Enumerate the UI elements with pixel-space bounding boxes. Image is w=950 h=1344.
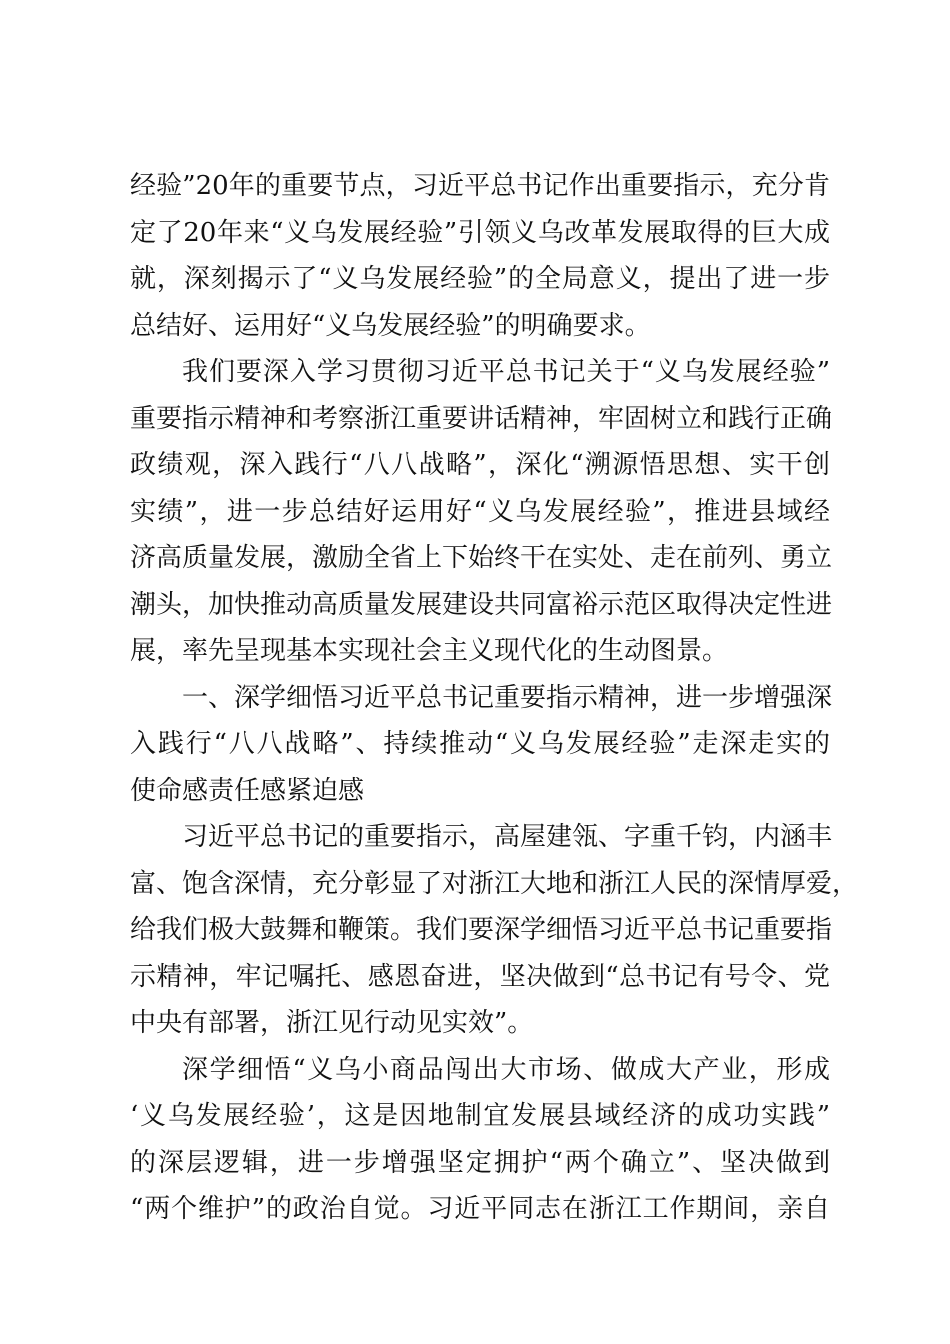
text-line: 经验”20年的重要节点，习近平总书记作出重要指示，充分肯	[130, 171, 830, 201]
text-line: “两个维护”的政治自觉。习近平同志在浙江工作期间，亲自	[130, 1194, 830, 1224]
body-text	[130, 163, 859, 1233]
text-line: 重要指示精神和考察浙江重要讲话精神，牢固树立和践行正确	[130, 403, 833, 434]
text-line: 定了20年来“义乌发展经验”引领义乌改革发展取得的巨大成	[130, 217, 830, 248]
text-line: 政绩观，深入践行“八八战略”，深化“溯源悟思想、实干创	[130, 450, 830, 480]
text-line: 总结好、运用好“义乌发展经验”的明确要求。	[130, 310, 651, 341]
text-line: 一、深学细悟习近平总书记重要指示精神，进一步增强深	[182, 682, 833, 713]
text-line: 中央有部署，浙江见行动见实效”。	[130, 1008, 534, 1038]
text-line: 我们要深入学习贯彻习近平总书记关于“义乌发展经验”	[182, 357, 830, 387]
text-line: 就，深刻揭示了“义乌发展经验”的全局意义，提出了进一步	[130, 264, 830, 294]
text-line: 使命感责任感紧迫感	[130, 775, 365, 806]
text-line: 的深层逻辑，进一步增强坚定拥护“两个确立”、坚决做到	[130, 1147, 830, 1178]
text-line: 示精神，牢记嘱托、感恩奋进，坚决做到“总书记有号令、党	[130, 961, 830, 992]
text-line: 给我们极大鼓舞和鞭策。我们要深学细悟习近平总书记重要指	[130, 915, 833, 945]
text-line: 入践行“八八战略”、持续推动“义乌发展经验”走深走实的	[130, 729, 830, 759]
text-line: 深学细悟“义乌小商品闯出大市场、做成大产业，形成	[182, 1054, 830, 1085]
text-line: 习近平总书记的重要指示，高屋建瓴、字重千钧，内涵丰	[182, 822, 833, 852]
text-line: ‘义乌发展经验’，这是因地制宜发展县域经济的成功实践”	[130, 1101, 830, 1131]
text-line: 实绩”，进一步总结好运用好“义乌发展经验”，推进县域经	[130, 496, 830, 527]
text-line: 展，率先呈现基本实现社会主义现代化的生动图景。	[130, 636, 729, 666]
text-line: 潮头，加快推动高质量发展建设共同富裕示范区取得决定性进	[130, 589, 833, 620]
text-line: 济高质量发展，激励全省上下始终干在实处、走在前列、勇立	[130, 543, 833, 573]
text-line: 富、饱含深情，充分彰显了对浙江大地和浙江人民的深情厚爱，	[130, 868, 859, 899]
